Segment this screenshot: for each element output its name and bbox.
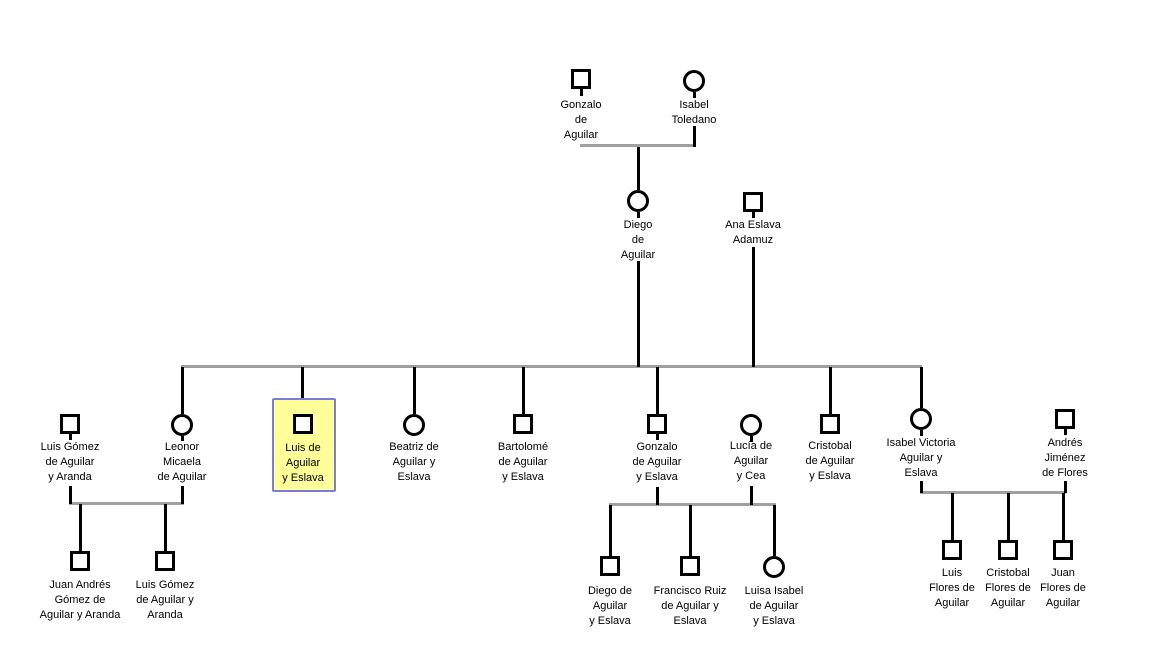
person-name-line: Jiménez: [1044, 452, 1086, 464]
person-name-line: Isabel: [679, 99, 709, 111]
descent-connector-line: [413, 367, 416, 414]
person-name-line: Luisa Isabel: [744, 585, 804, 597]
descent-connector-line: [951, 493, 954, 540]
person-name-line: Ana Eslava: [725, 219, 781, 231]
male-person-icon[interactable]: [155, 551, 175, 571]
male-person-icon[interactable]: [998, 540, 1018, 560]
person-name-line: de Aguilar y: [661, 600, 719, 612]
person-name-line: de: [574, 114, 588, 126]
person-name-line: Aguilar y Aranda: [39, 609, 121, 621]
person-name-line: Aguilar: [733, 455, 769, 467]
male-person-icon[interactable]: [600, 556, 620, 576]
person-name-line: y Eslava: [809, 470, 851, 482]
person-name-line: Gómez de: [54, 594, 106, 606]
person-name-line: Luis Gómez: [135, 579, 195, 591]
person-name-line: y Eslava: [282, 472, 324, 484]
person-name-line: de Aguilar: [632, 456, 682, 468]
person-name-line: y Eslava: [502, 471, 544, 483]
descent-connector-line: [693, 126, 696, 147]
male-person-icon[interactable]: [942, 540, 962, 560]
descent-connector-line: [656, 367, 659, 414]
descent-connector-line: [181, 486, 184, 504]
person-name-line: Aguilar y: [899, 452, 943, 464]
family-bus-line: [920, 491, 1066, 494]
descent-connector-line: [1064, 429, 1067, 435]
descent-connector-line: [752, 247, 755, 367]
person-name-line: Andrés: [1047, 437, 1083, 449]
person-name-label[interactable]: [634, 98, 754, 128]
person-name-line: Flores de: [1040, 582, 1086, 594]
person-name-line: Isabel Victoria: [886, 437, 956, 449]
descent-connector-line: [79, 504, 82, 551]
person-name-line: de: [631, 234, 645, 246]
male-person-icon[interactable]: [571, 69, 591, 89]
person-name-line: Luis: [941, 567, 963, 579]
person-name-line: de Aguilar: [749, 600, 799, 612]
descent-connector-line: [1007, 493, 1010, 540]
female-person-icon[interactable]: [740, 414, 762, 436]
person-name-line: Aguilar: [285, 457, 321, 469]
person-name-line: Cristobal: [986, 567, 1030, 579]
person-name-line: Eslava: [904, 467, 938, 479]
descent-connector-line: [773, 505, 776, 556]
descent-connector-line: [301, 367, 304, 398]
descent-connector-line: [656, 487, 659, 505]
person-name-line: de Aguilar: [45, 456, 95, 468]
descent-connector-line: [637, 147, 640, 190]
person-name-line: Micaela: [163, 456, 201, 468]
person-name-line: Diego de: [587, 585, 633, 597]
descent-connector-line: [829, 367, 832, 414]
person-name-label[interactable]: [714, 584, 834, 629]
descent-connector-line: [750, 486, 753, 505]
person-name-line: y Cea: [736, 470, 766, 482]
female-person-icon[interactable]: [910, 408, 932, 430]
person-name-label[interactable]: [10, 440, 130, 485]
person-name-line: de Aguilar y: [136, 594, 194, 606]
person-name-line: de Aguilar: [805, 455, 855, 467]
male-person-icon[interactable]: [1053, 540, 1073, 560]
person-name-line: Aguilar: [620, 249, 656, 261]
person-name-line: Leonor: [164, 441, 200, 453]
descent-connector-line: [1062, 493, 1065, 540]
male-person-icon[interactable]: [743, 192, 763, 212]
person-name-line: Luis Gómez: [40, 441, 100, 453]
person-name-line: Francisco Ruiz: [653, 585, 727, 597]
female-person-icon[interactable]: [403, 414, 425, 436]
descent-connector-line: [637, 261, 640, 367]
person-name-line: Gonzalo: [636, 441, 678, 453]
descent-connector-line: [580, 89, 583, 96]
person-name-label[interactable]: [578, 218, 698, 263]
person-name-line: y Eslava: [589, 615, 631, 627]
person-name-label[interactable]: [861, 436, 981, 481]
female-person-icon[interactable]: [683, 70, 705, 92]
person-name-line: Cristobal: [808, 440, 852, 452]
person-name-line: Aguilar: [1045, 597, 1081, 609]
person-name-line: Aguilar: [563, 129, 599, 141]
person-name-label[interactable]: [1003, 566, 1123, 611]
male-person-icon[interactable]: [60, 414, 80, 434]
person-name-line: de Flores: [1042, 467, 1088, 479]
person-name-line: de Aguilar: [157, 471, 207, 483]
person-name-line: Adamuz: [732, 234, 774, 246]
descent-connector-line: [522, 367, 525, 414]
person-name-line: y Aranda: [48, 471, 92, 483]
male-person-icon[interactable]: [680, 556, 700, 576]
person-name-label[interactable]: [1005, 436, 1125, 481]
female-person-icon[interactable]: [171, 414, 193, 436]
male-person-icon[interactable]: [513, 414, 533, 434]
descent-connector-line: [69, 486, 72, 504]
person-name-line: Aguilar: [592, 600, 628, 612]
person-name-label[interactable]: [521, 98, 641, 143]
person-name-line: Aguilar y: [392, 456, 436, 468]
person-name-line: Gonzalo: [560, 99, 602, 111]
person-name-line: Bartolomé: [497, 441, 549, 453]
person-name-line: de Aguilar: [498, 456, 548, 468]
person-name-line: Aguilar: [990, 597, 1026, 609]
person-name-label[interactable]: [463, 440, 583, 485]
descent-connector-line: [689, 505, 692, 556]
person-name-line: y Eslava: [753, 615, 795, 627]
person-name-line: Aranda: [147, 609, 183, 621]
family-bus-line: [181, 365, 922, 368]
person-name-label[interactable]: [243, 441, 363, 486]
male-person-icon[interactable]: [293, 414, 313, 434]
descent-connector-line: [920, 481, 923, 493]
descent-connector-line: [164, 504, 167, 551]
person-name-line: Diego: [623, 219, 653, 231]
male-person-icon[interactable]: [647, 414, 667, 434]
person-name-line: Luis de: [285, 442, 321, 454]
person-name-line: Flores de: [985, 582, 1031, 594]
person-name-line: Beatriz de: [389, 441, 439, 453]
person-name-line: Lucía de: [729, 440, 773, 452]
male-person-icon[interactable]: [70, 551, 90, 571]
person-name-line: Flores de: [929, 582, 975, 594]
descent-connector-line: [181, 367, 184, 414]
person-name-line: y Eslava: [636, 471, 678, 483]
person-name-label[interactable]: [105, 578, 225, 623]
person-name-label[interactable]: [122, 440, 242, 485]
person-name-line: Juan Andrés: [49, 579, 111, 591]
person-name-label[interactable]: [693, 218, 813, 248]
person-name-line: Aguilar: [934, 597, 970, 609]
person-name-line: Eslava: [397, 471, 431, 483]
descent-connector-line: [920, 367, 923, 408]
person-name-line: Juan: [1051, 567, 1075, 579]
person-name-line: Eslava: [673, 615, 707, 627]
person-name-line: Toledano: [671, 114, 717, 126]
person-name-label[interactable]: [354, 440, 474, 485]
descent-connector-line: [609, 505, 612, 556]
female-person-icon[interactable]: [627, 190, 649, 212]
descent-connector-line: [1064, 481, 1067, 493]
male-person-icon[interactable]: [820, 414, 840, 434]
male-person-icon[interactable]: [1055, 409, 1075, 429]
female-person-icon[interactable]: [763, 556, 785, 578]
